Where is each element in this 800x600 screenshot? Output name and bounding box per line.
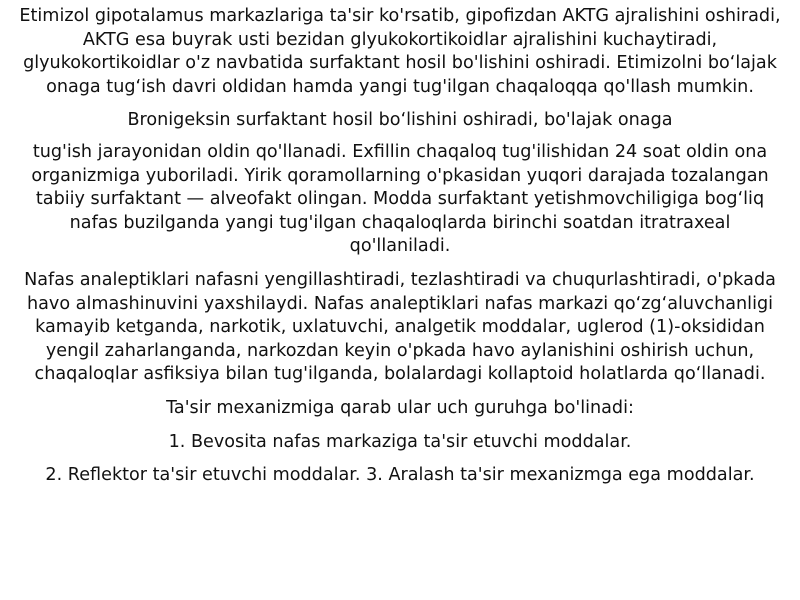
paragraph-bronigeksin: Bronigeksin surfaktant hosil bo‘lishini oshiradi, bo'lajak onaga — [127, 110, 673, 131]
paragraph-classification-intro: Ta'sir mexanizmiga qarab ular uch guruhga bo'linadi: — [166, 397, 634, 418]
list-item-group-2-3: 2. Reflektor ta'sir etuvchi moddalar. 3. Aralash ta'sir mexanizmga ega moddalar. — [45, 465, 755, 486]
paragraph-nafas-analeptiklari: Nafas analeptiklari nafasni yengillashtiradi, tezlashtiradi va chuqurlashtiradi, o'pkada havo almashinuvini yaxshilaydi. Nafas analeptiklari nafas markazi qo‘zg‘aluvchanligi kamayib ketganda, narkotik, uxlatuvchi, analgetik moddalar, uglerod (1)-oksididan yengil zaharlanganda, narkozdan keyin o'pkada havo aylanishini oshirish uchun, chaqaloqlar asfiksiya bilan tug'ilganda, bolalardagi kollaptoid holatlarda qo‘llanadi. — [24, 269, 776, 385]
list-item-group-1: 1. Bevosita nafas markaziga ta'sir etuvchi moddalar. — [168, 431, 632, 452]
document-page — [18, 5, 782, 498]
paragraph-exfillin-alveofakt: tug'ish jarayonidan oldin qo'llanadi. Exfillin chaqaloq tug'ilishidan 24 soat oldin ona organizmiga yuboriladi. Yirik qoramollarning o'pkasidan yuqori darajada tozalangan tabiiy surfaktant — alveofakt olingan. Modda surfaktant yetishmovchiligiga bog‘liq nafas buzilganda yangi tug'ilgan chaqaloqlarda birinchi soatdan itratraxeal qo'llaniladi. — [31, 141, 769, 257]
paragraph-etimizol: Etimizol gipotalamus markazlariga ta'sir ko'rsatib, gipofizdan AKTG ajralishini oshiradi, AKTG esa buyrak usti bezidan glyukokortikoidlar ajralishini kuchaytiradi, glyukokortikoidlar o'z navbatida surfaktant hosil bo'lishini oshiradi. Etimizolni bo‘lajak onaga tug‘ish davri oldidan hamda yangi tug'ilgan chaqaloqqa qo'llash mumkin. — [19, 6, 781, 97]
